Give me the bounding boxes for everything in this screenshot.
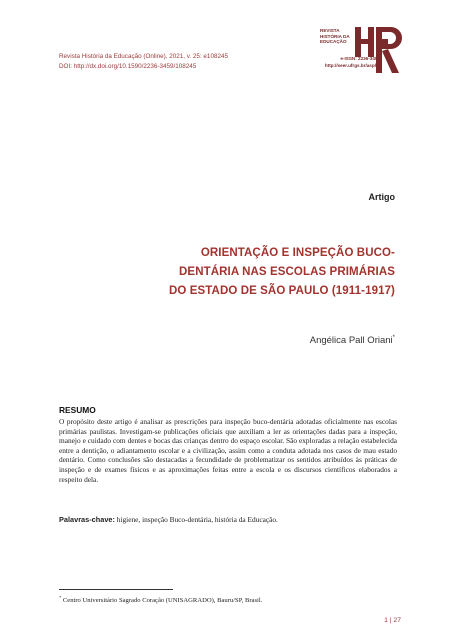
page-number: 1 | 27 [384, 617, 401, 624]
author-footnote-mark[interactable]: * [392, 335, 395, 341]
journal-name-logo-text [320, 28, 350, 45]
footnote [59, 595, 262, 604]
keywords [59, 515, 397, 525]
title-line: ORIENTAÇÃO E INSPEÇÃO BUCO- [200, 247, 395, 259]
logo-line-2: HISTÓRIA DA [320, 33, 350, 39]
doi-link[interactable]: DOI: http://dx.doi.org/10.1590/2236-3459/108245 [59, 62, 197, 70]
logo-line-1: REVISTA [320, 28, 340, 33]
issn-text: e-ISSN: 2236-3459 [340, 56, 380, 61]
abstract-text: O propósito deste artigo é analisar as prescrições para inspeção buco-dentária adotadas oficialmente nas escolas primárias paulistas. Investigam-se publicações oficiais que auxiliam a ler as orientações dadas para a inspeção, manejo e cuidado com dentes e bocas das crianças dentro do espaço escolar. São exploradas a relação estabelecida entre a dentição, o adiantamento escolar e a civilização, assim como a conduta adotada nos casos de mau estado dentário. Como conclusões são destacadas a fecundidade de problematizar os sentidos atribuídos às práticas de inspeção e de exames físicos e as aproximações feitas entre a escola e os discursos científicos elaborados a respeito dela. [59, 417, 397, 484]
title-line: DO ESTADO DE SÃO PAULO (1911-1917) [168, 285, 395, 297]
title-line: DENTÁRIA NAS ESCOLAS PRIMÁRIAS [179, 266, 395, 278]
keywords-list: higiene, inspeção Buco-dentária, história da Educação. [116, 515, 278, 524]
logo-line-3: EDUCAÇÃO [320, 39, 347, 45]
article-title [95, 244, 395, 301]
journal-citation: Revista História da Educação (Online), 2021, v. 25: e108245 [59, 53, 228, 60]
author-name [310, 335, 395, 346]
footnote-mark: * [59, 595, 62, 600]
keywords-label: Palavras-chave: [59, 515, 115, 524]
journal-header [59, 52, 228, 71]
footnote-divider [59, 589, 173, 590]
footnote-text: Centro Universitário Sagrado Coração (UNISAGRADO), Bauru/SP, Brasil. [62, 597, 263, 605]
issn-block [300, 56, 380, 69]
abstract-heading: RESUMO [59, 405, 96, 415]
journal-url[interactable]: http://seer.ufrgs.br/asphe [324, 62, 380, 68]
article-type-label: Artigo [368, 192, 395, 202]
author-name-text: Angélica Pall Oriani [309, 335, 393, 347]
